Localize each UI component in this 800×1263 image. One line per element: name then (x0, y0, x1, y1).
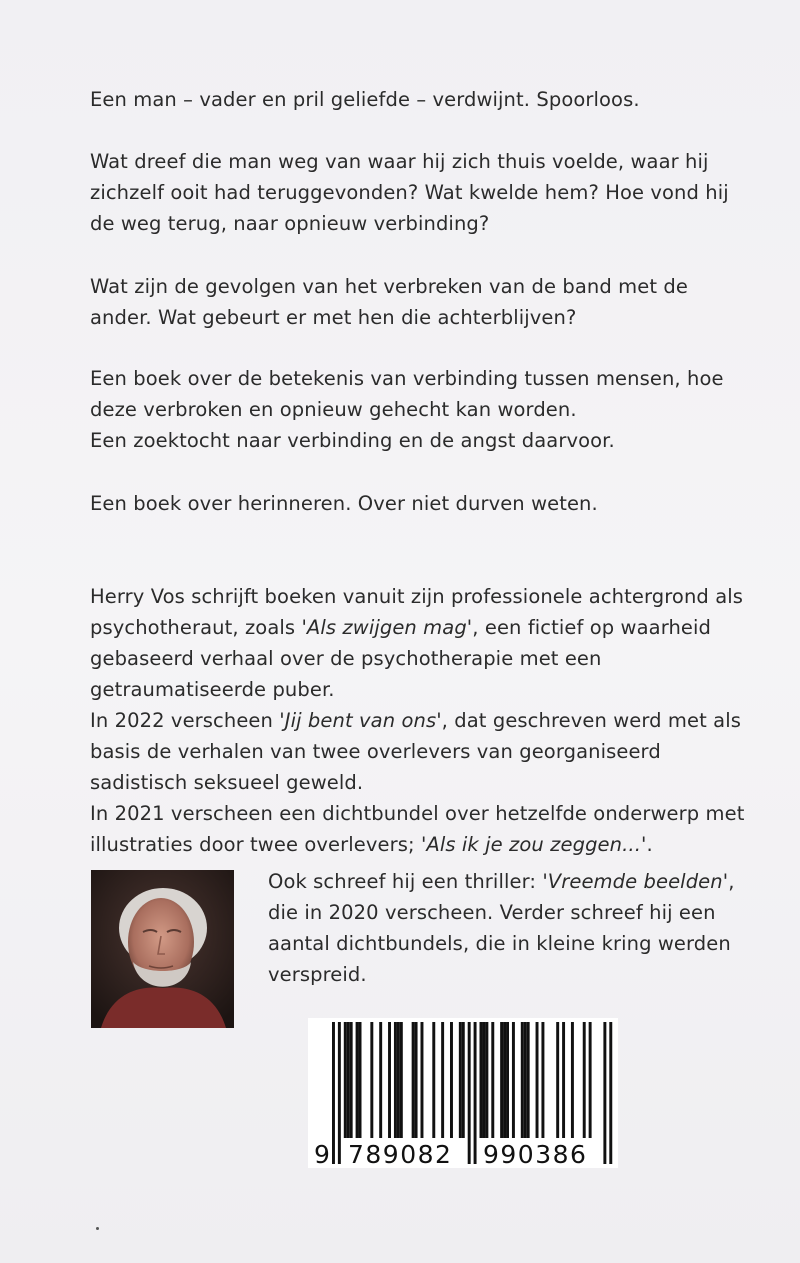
barcode-bar (609, 1022, 612, 1164)
barcode-bar (415, 1022, 418, 1138)
barcode-bar (603, 1022, 606, 1164)
barcode-bar (536, 1022, 539, 1138)
barcode-bar (556, 1022, 559, 1138)
isbn-barcode (308, 1018, 618, 1168)
barcode-bar (571, 1022, 574, 1138)
barcode-bar (450, 1022, 453, 1138)
book-title-vreemde-beelden: 'Vreemde beelden' (542, 870, 729, 893)
barcode-bar (412, 1022, 415, 1138)
barcode-lead-digit: 9 (314, 1140, 332, 1169)
synopsis-paragraph-2: Wat dreef die man weg van waar hij zich thuis voelde, waar hij zichzelf ooit had teruggevonden? Wat kwelde hem? Hoe vond hij de weg terug, naar opnieuw verbinding? (90, 150, 729, 235)
barcode-bar (397, 1022, 400, 1138)
barcode-bar (468, 1022, 471, 1164)
barcode-bar (432, 1022, 435, 1138)
synopsis-paragraph-1: Een man – vader en pril geliefde – verdwijnt. Spoorloos. (90, 88, 640, 111)
barcode-group-2: 990386 (483, 1140, 588, 1169)
author-bio-continued: Ook schreef hij een thriller: 'Vreemde beelden', die in 2020 verscheen. Verder schreef hij een aantal dichtbundels, die in kleine kring werden verspreid. (268, 870, 735, 986)
author-bio: Herry Vos schrijft boeken vanuit zijn professionele achtergrond als psychotheraut, zoals 'Als zwijgen mag', een fictief op waarheid gebaseerd verhaal over de psychotherapie met een getraumatiseerde puber. In 2022 verscheen 'Jij bent van ons', dat geschreven werd met als basis de verhalen van twee overlevers van georganiseerd sadistisch seksueel geweld. In 2021 verscheen een dichtbundel over hetzelfde onderwerp met illustraties door twee overlevers; 'Als ik je zou zeggen...'. (90, 585, 745, 856)
barcode-bar (344, 1022, 347, 1138)
barcode-group-1: 789082 (348, 1140, 453, 1169)
barcode-bar (421, 1022, 424, 1138)
print-speck (96, 1227, 99, 1230)
barcode-bar (379, 1022, 382, 1138)
barcode-bar (459, 1022, 462, 1138)
synopsis-paragraph-3: Wat zijn de gevolgen van het verbreken van de band met de ander. Wat gebeurt er met hen die achterblijven? (90, 275, 688, 329)
synopsis-paragraph-5: Een boek over herinneren. Over niet durven weten. (90, 492, 598, 515)
barcode-bar (503, 1022, 506, 1138)
barcode-bar (400, 1022, 403, 1138)
barcode-bar (482, 1022, 485, 1138)
book-title-als-ik-je-zou-zeggen: 'Als ik je zou zeggen... (420, 833, 641, 856)
barcode-bar (524, 1022, 527, 1138)
barcode-bar (527, 1022, 530, 1138)
author-portrait-image (91, 870, 234, 1028)
synopsis-paragraph-4: Een boek over de betekenis van verbinding tussen mensen, hoe deze verbroken en opnieuw gehecht kan worden. Een zoektocht naar verbinding en de angst daarvoor. (90, 367, 724, 452)
barcode-bar (512, 1022, 515, 1138)
barcode-bar (394, 1022, 397, 1138)
barcode-bar (491, 1022, 494, 1138)
barcode-bar (347, 1022, 350, 1138)
barcode-bar (462, 1022, 465, 1138)
barcode-bar (356, 1022, 359, 1138)
barcode-bar (562, 1022, 565, 1138)
barcode-bar (350, 1022, 353, 1138)
barcode-bar (441, 1022, 444, 1138)
barcode-bar (500, 1022, 503, 1138)
barcode-bar (332, 1022, 335, 1164)
book-title-jij-bent-van-ons: 'Jij bent van ons' (279, 709, 442, 732)
barcode-bar (388, 1022, 391, 1138)
barcode-bar (485, 1022, 488, 1138)
barcode-bar (589, 1022, 592, 1138)
barcode-bar (521, 1022, 524, 1138)
barcode-bar (541, 1022, 544, 1138)
barcode-bar (480, 1022, 483, 1138)
book-title-als-zwijgen-mag: 'Als zwijgen mag' (301, 616, 473, 639)
barcode-bar (506, 1022, 509, 1138)
barcode-bar (474, 1022, 477, 1164)
author-photo (91, 870, 234, 1028)
barcode-bar (338, 1022, 341, 1164)
barcode-bar (370, 1022, 373, 1138)
barcode-bar (359, 1022, 362, 1138)
barcode-bar (583, 1022, 586, 1138)
